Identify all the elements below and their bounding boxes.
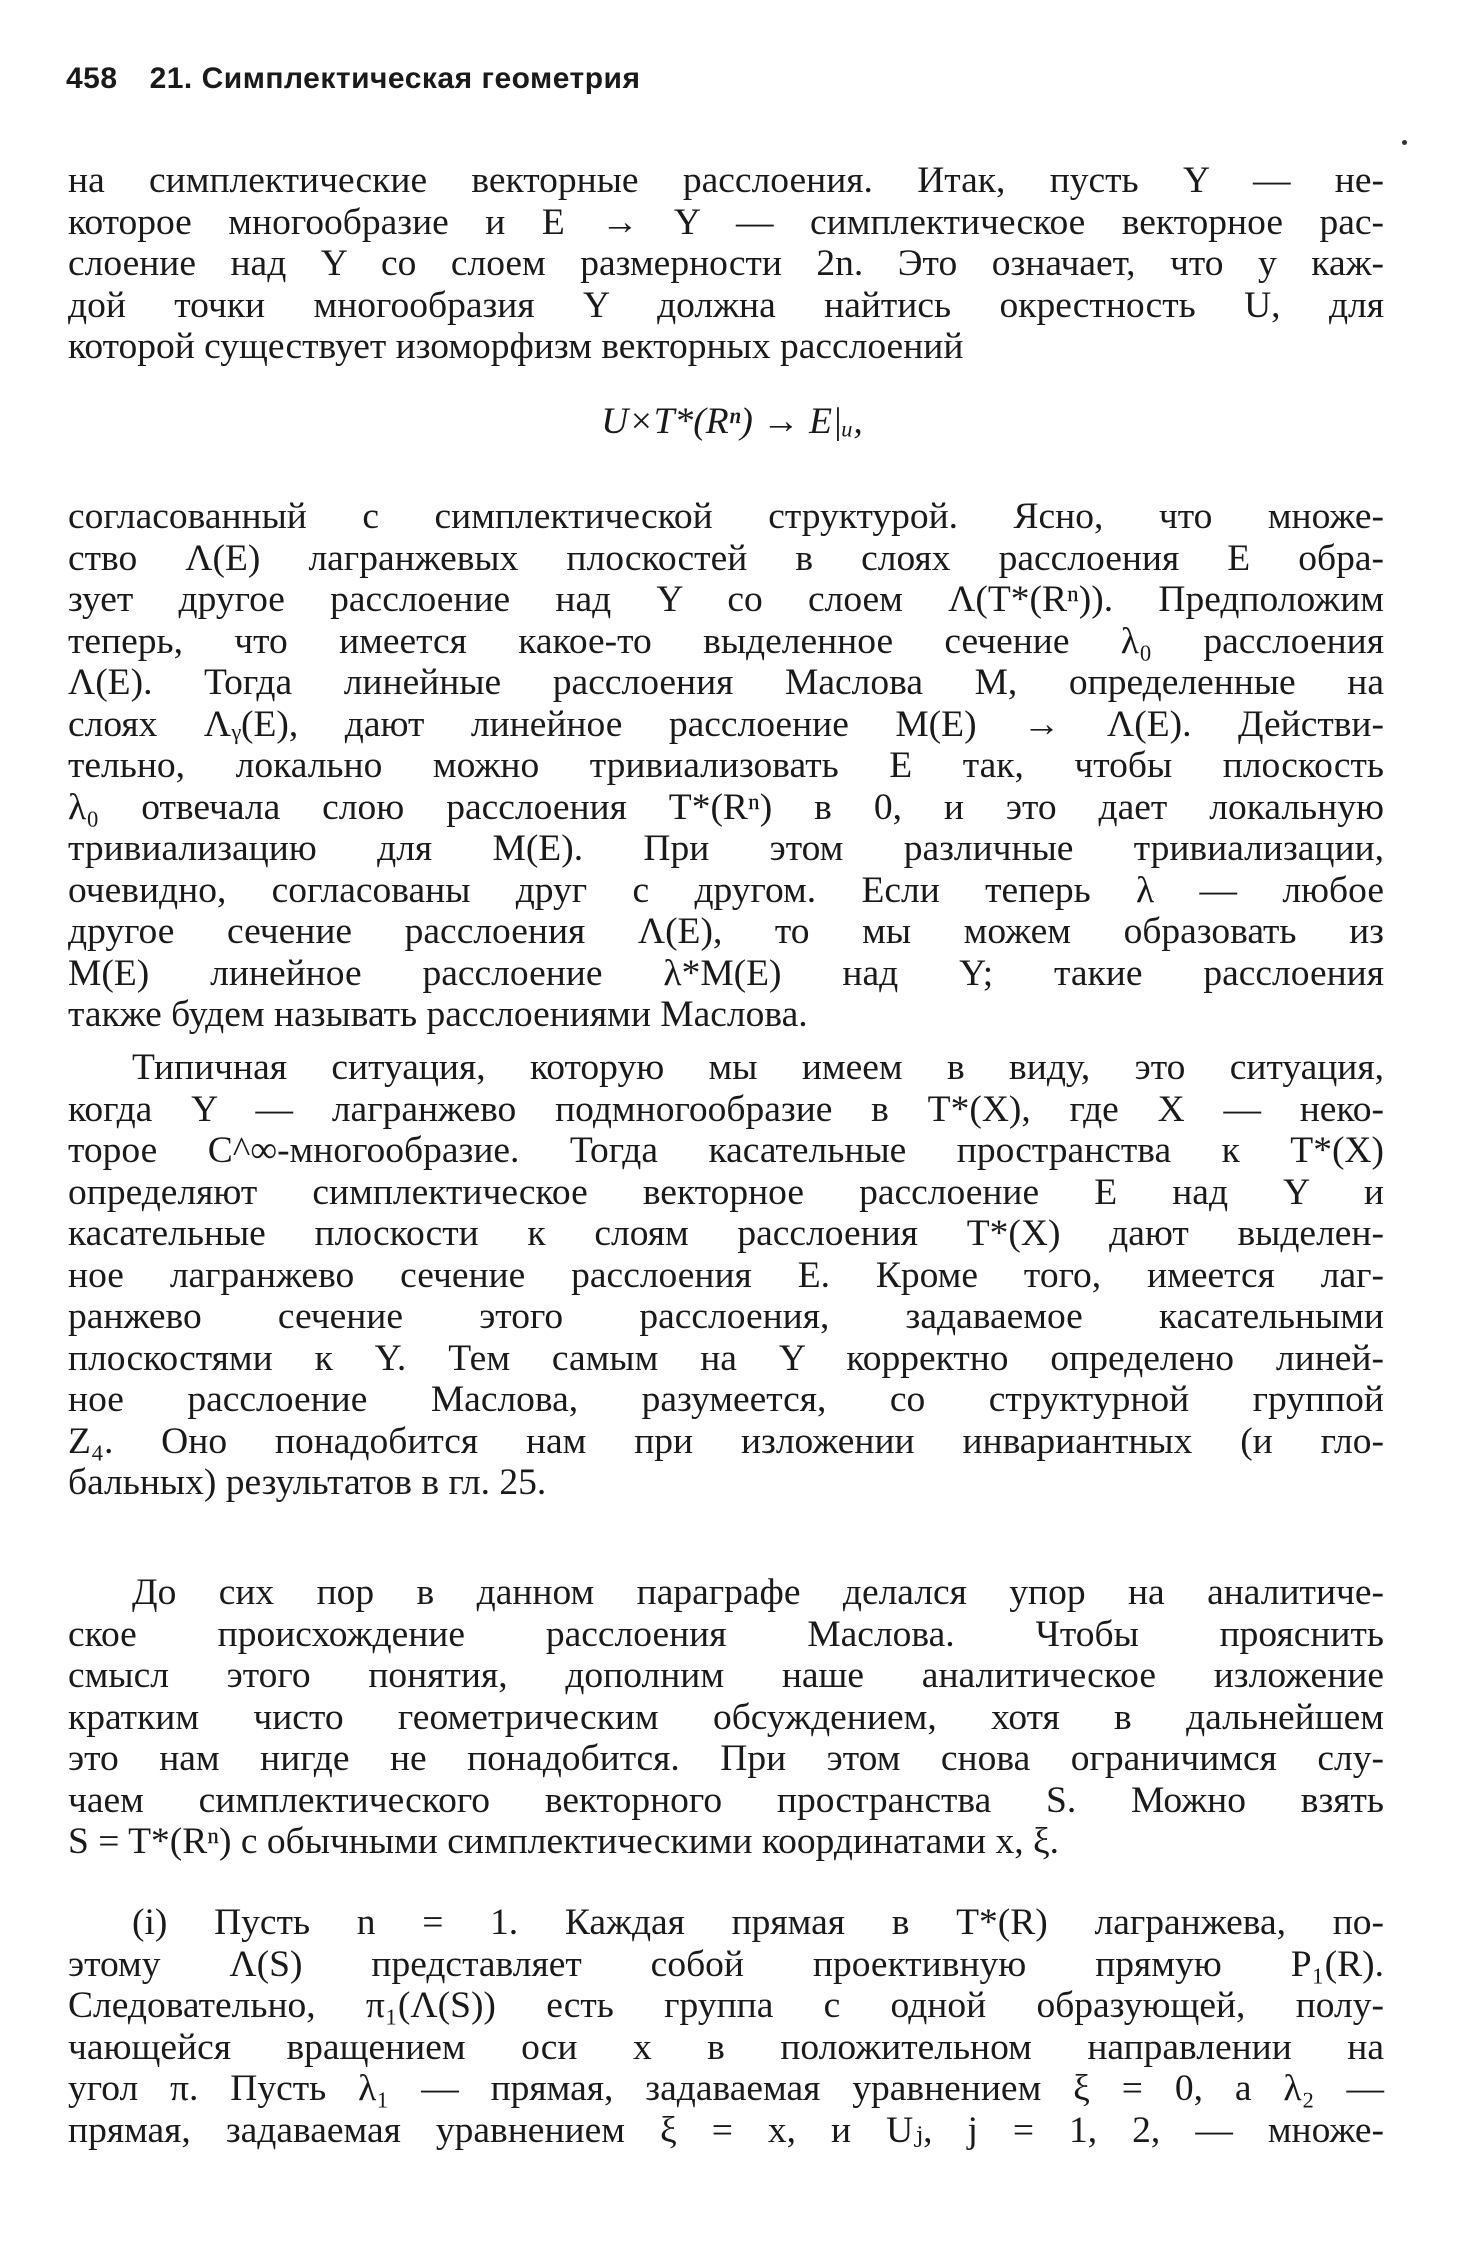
page-header — [66, 62, 641, 96]
text-line: согласованный с симплектической структурой. Ясно, что множе- — [68, 496, 1384, 537]
text-line: ранжево сечение этого расслоения, задаваемое касательными — [68, 1296, 1384, 1337]
text-line: ное лагранжево сечение расслоения E. Кроме того, имеется лаг- — [68, 1254, 1384, 1296]
text-line: очевидно, согласованы друг с другом. Если теперь λ — любое — [68, 869, 1384, 911]
text-line: ное расслоение Маслова, разумеется, со структурной группой — [68, 1379, 1384, 1420]
text-line: когда Y — лагранжево подмногообразие в T*(X), где X — неко- — [68, 1088, 1384, 1130]
text-line: которой существует изоморфизм векторных расслоений — [68, 326, 964, 367]
text-line: тривиализацию для M(E). При этом различные тривиализации, — [68, 828, 1384, 869]
text-line: слоях Λᵧ(E), дают линейное расслоение M(E) → Λ(E). Действи- — [68, 703, 1384, 745]
text-line: слоение над Y со слоем размерности 2n. Это означает, что у каж- — [68, 243, 1384, 284]
text-line: это нам нигде не понадобится. При этом снова ограничимся слу- — [68, 1738, 1384, 1779]
text-line: торое C^∞-многообразие. Тогда касательные пространства к T*(X) — [68, 1130, 1384, 1171]
text-line: смысл этого понятия, дополним наше аналитическое изложение — [68, 1655, 1384, 1696]
text-line: λ₀ отвечала слою расслоения T*(Rⁿ) в 0, и это дает локальную — [68, 786, 1384, 828]
text-line: которое многообразие и E → Y — симплектическое векторное рас- — [68, 201, 1384, 243]
text-line: чаем симплектического векторного пространства S. Можно взять — [68, 1779, 1384, 1821]
text-line: дой точки многообразия Y должна найтись окрестность U, для — [68, 284, 1384, 326]
paragraph-2 — [68, 496, 1384, 1036]
running-title: 21. Симплектическая геометрия — [149, 62, 641, 95]
text-line: ство Λ(E) лагранжевых плоскостей в слоях расслоения E обра- — [68, 537, 1384, 579]
text-line: прямая, задаваемая уравнением ξ = x, и Uⱼ, j = 1, 2, — множе- — [68, 2109, 1384, 2151]
text-line: определяют симплектическое векторное расслоение E над Y и — [68, 1171, 1384, 1213]
text-line: этому Λ(S) представляет собой проективную прямую P₁(R). — [68, 1943, 1384, 1985]
text-line: (i) Пусть n = 1. Каждая прямая в T*(R) лагранжева, по- — [132, 1902, 1384, 1943]
page-number: 458 — [66, 62, 118, 95]
text-line: плоскостями к Y. Тем самым на Y корректно определено линей- — [68, 1337, 1384, 1379]
text-line: касательные плоскости к слоям расслоения T*(X) дают выделен- — [68, 1213, 1384, 1254]
text-line: Следовательно, π₁(Λ(S)) есть группа с одной образующей, полу- — [68, 1985, 1384, 2026]
text-line: Z₄. Оно понадобится нам при изложении инвариантных (и гло- — [68, 1420, 1384, 1462]
paragraph-4 — [68, 1572, 1384, 1863]
text-line: M(E) линейное расслоение λ*M(E) над Y; такие расслоения — [68, 952, 1384, 994]
text-line: ское происхождение расслоения Маслова. Чтобы прояснить — [68, 1613, 1384, 1655]
text-line: бальных) результатов в гл. 25. — [68, 1462, 547, 1503]
text-line: До сих пор в данном параграфе делался упор на аналитиче- — [132, 1572, 1384, 1613]
text-line: зует другое расслоение над Y со слоем Λ(T*(Rⁿ)). Предположим — [68, 579, 1384, 620]
text-line: тельно, локально можно тривиализовать E так, чтобы плоскость — [68, 745, 1384, 786]
text-line: теперь, что имеется какое-то выделенное сечение λ₀ расслоения — [68, 620, 1384, 662]
print-speck — [1402, 140, 1407, 145]
text-line: Типичная ситуация, которую мы имеем в виду, это ситуация, — [132, 1047, 1384, 1088]
display-formula: U×T*(Rⁿ) → E|ᵤ, — [601, 401, 863, 442]
text-line: угол π. Пусть λ₁ — прямая, задаваемая уравнением ξ = 0, а λ₂ — — [68, 2068, 1384, 2109]
text-line: S = T*(Rⁿ) с обычными симплектическими координатами x, ξ. — [68, 1821, 1060, 1862]
text-line: кратким чисто геометрическим обсуждением, хотя в дальнейшем — [68, 1696, 1384, 1738]
text-line: другое сечение расслоения Λ(E), то мы можем образовать из — [68, 911, 1384, 952]
text-line: чающейся вращением оси x в положительном направлении на — [68, 2026, 1384, 2068]
paragraph-3 — [68, 1047, 1384, 1504]
paragraph-1 — [68, 160, 1384, 368]
text-line: на симплектические векторные расслоения. Итак, пусть Y — не- — [68, 160, 1384, 201]
text-line: Λ(E). Тогда линейные расслоения Маслова M, определенные на — [68, 662, 1384, 703]
paragraph-5 — [68, 1902, 1384, 2151]
text-line: также будем называть расслоениями Маслова. — [68, 994, 808, 1035]
